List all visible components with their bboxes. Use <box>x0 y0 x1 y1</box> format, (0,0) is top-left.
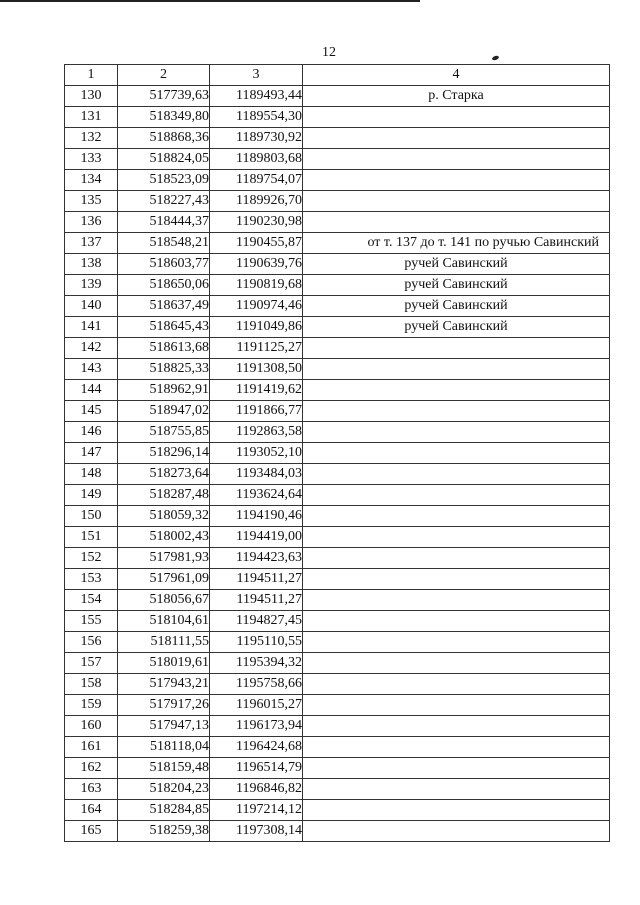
description-cell <box>303 779 610 800</box>
point-number-cell: 158 <box>65 674 118 695</box>
point-number-cell: 134 <box>65 170 118 191</box>
description-cell: ручей Савинский <box>303 296 610 317</box>
description-cell <box>303 170 610 191</box>
description-cell <box>303 128 610 149</box>
description-cell: ручей Савинский <box>303 254 610 275</box>
point-number-cell: 150 <box>65 506 118 527</box>
point-number-cell: 135 <box>65 191 118 212</box>
table-row <box>65 254 610 275</box>
description-cell <box>303 800 610 821</box>
coord-x-cell: 518947,02 <box>118 401 210 422</box>
coord-y-cell: 1189554,30 <box>210 107 303 128</box>
point-number-cell: 143 <box>65 359 118 380</box>
table-row <box>65 296 610 317</box>
table-row <box>65 611 610 632</box>
coord-y-cell: 1189754,07 <box>210 170 303 191</box>
coord-x-cell: 517961,09 <box>118 569 210 590</box>
coord-x-cell: 518227,43 <box>118 191 210 212</box>
description-cell: от т. 137 до т. 141 по ручью Савинский <box>303 233 610 254</box>
table-row <box>65 401 610 422</box>
point-number-cell: 142 <box>65 338 118 359</box>
description-cell <box>303 212 610 233</box>
description-cell <box>303 716 610 737</box>
coord-y-cell: 1197308,14 <box>210 821 303 842</box>
coord-x-cell: 517917,26 <box>118 695 210 716</box>
point-number-cell: 163 <box>65 779 118 800</box>
coord-y-cell: 1194190,46 <box>210 506 303 527</box>
coord-x-cell: 518349,80 <box>118 107 210 128</box>
description-cell: р. Старка <box>303 86 610 107</box>
description-cell <box>303 548 610 569</box>
coord-x-cell: 518755,85 <box>118 422 210 443</box>
description-cell <box>303 422 610 443</box>
coord-x-cell: 517981,93 <box>118 548 210 569</box>
coord-x-cell: 518650,06 <box>118 275 210 296</box>
coord-x-cell: 517739,63 <box>118 86 210 107</box>
table-row <box>65 317 610 338</box>
table-row <box>65 338 610 359</box>
description-cell <box>303 485 610 506</box>
table-row <box>65 233 610 254</box>
point-number-cell: 140 <box>65 296 118 317</box>
coord-x-cell: 518296,14 <box>118 443 210 464</box>
coordinates-table <box>64 64 610 842</box>
coord-x-cell: 518287,48 <box>118 485 210 506</box>
point-number-cell: 147 <box>65 443 118 464</box>
top-rule <box>0 0 420 2</box>
description-cell <box>303 674 610 695</box>
coord-y-cell: 1190819,68 <box>210 275 303 296</box>
coord-y-cell: 1196015,27 <box>210 695 303 716</box>
table-row <box>65 128 610 149</box>
description-cell <box>303 821 610 842</box>
table-row <box>65 86 610 107</box>
coord-x-cell: 518118,04 <box>118 737 210 758</box>
point-number-cell: 149 <box>65 485 118 506</box>
table-row <box>65 590 610 611</box>
coord-x-cell: 518104,61 <box>118 611 210 632</box>
header-col-1: 1 <box>65 65 118 86</box>
point-number-cell: 162 <box>65 758 118 779</box>
point-number-cell: 155 <box>65 611 118 632</box>
table-row <box>65 485 610 506</box>
coord-y-cell: 1196514,79 <box>210 758 303 779</box>
page-number: 12 <box>322 45 336 60</box>
header-col-3: 3 <box>210 65 303 86</box>
description-cell <box>303 527 610 548</box>
table-row <box>65 527 610 548</box>
point-number-cell: 132 <box>65 128 118 149</box>
table-row <box>65 758 610 779</box>
coord-x-cell: 517947,13 <box>118 716 210 737</box>
coord-y-cell: 1194511,27 <box>210 569 303 590</box>
coord-y-cell: 1189493,44 <box>210 86 303 107</box>
coord-y-cell: 1197214,12 <box>210 800 303 821</box>
point-number-cell: 148 <box>65 464 118 485</box>
table-row <box>65 779 610 800</box>
coord-y-cell: 1191419,62 <box>210 380 303 401</box>
point-number-cell: 137 <box>65 233 118 254</box>
description-cell <box>303 401 610 422</box>
table-row <box>65 737 610 758</box>
coord-x-cell: 518002,43 <box>118 527 210 548</box>
coord-y-cell: 1190974,46 <box>210 296 303 317</box>
coord-y-cell: 1189730,92 <box>210 128 303 149</box>
coord-x-cell: 518273,64 <box>118 464 210 485</box>
table-row <box>65 569 610 590</box>
coord-x-cell: 518824,05 <box>118 149 210 170</box>
coord-y-cell: 1193624,64 <box>210 485 303 506</box>
description-cell <box>303 464 610 485</box>
description-cell: ручей Савинский <box>303 275 610 296</box>
coord-y-cell: 1195394,32 <box>210 653 303 674</box>
description-cell <box>303 191 610 212</box>
table-row <box>65 107 610 128</box>
point-number-cell: 146 <box>65 422 118 443</box>
coord-x-cell: 518111,55 <box>118 632 210 653</box>
table-row <box>65 821 610 842</box>
coord-y-cell: 1190639,76 <box>210 254 303 275</box>
description-cell <box>303 506 610 527</box>
point-number-cell: 152 <box>65 548 118 569</box>
point-number-cell: 139 <box>65 275 118 296</box>
header-col-4: 4 <box>303 65 610 86</box>
point-number-cell: 156 <box>65 632 118 653</box>
table-row <box>65 548 610 569</box>
table-row <box>65 653 610 674</box>
description-cell <box>303 632 610 653</box>
point-number-cell: 138 <box>65 254 118 275</box>
point-number-cell: 164 <box>65 800 118 821</box>
point-number-cell: 165 <box>65 821 118 842</box>
coord-x-cell: 517943,21 <box>118 674 210 695</box>
table-row <box>65 800 610 821</box>
coord-x-cell: 518059,32 <box>118 506 210 527</box>
coord-y-cell: 1191308,50 <box>210 359 303 380</box>
coord-y-cell: 1191866,77 <box>210 401 303 422</box>
point-number-cell: 133 <box>65 149 118 170</box>
table-row <box>65 695 610 716</box>
table-row <box>65 212 610 233</box>
description-cell <box>303 590 610 611</box>
coord-y-cell: 1196424,68 <box>210 737 303 758</box>
table-row <box>65 170 610 191</box>
table-row <box>65 275 610 296</box>
coord-y-cell: 1196846,82 <box>210 779 303 800</box>
table-row <box>65 716 610 737</box>
table-row <box>65 506 610 527</box>
point-number-cell: 131 <box>65 107 118 128</box>
point-number-cell: 144 <box>65 380 118 401</box>
table-row <box>65 380 610 401</box>
coord-x-cell: 518019,61 <box>118 653 210 674</box>
coord-x-cell: 518548,21 <box>118 233 210 254</box>
coord-x-cell: 518284,85 <box>118 800 210 821</box>
coord-x-cell: 518868,36 <box>118 128 210 149</box>
coord-x-cell: 518204,23 <box>118 779 210 800</box>
coord-x-cell: 518056,67 <box>118 590 210 611</box>
coord-x-cell: 518962,91 <box>118 380 210 401</box>
coord-x-cell: 518259,38 <box>118 821 210 842</box>
description-cell <box>303 737 610 758</box>
table-row <box>65 632 610 653</box>
coord-y-cell: 1194827,45 <box>210 611 303 632</box>
point-number-cell: 136 <box>65 212 118 233</box>
coord-x-cell: 518637,49 <box>118 296 210 317</box>
table-row <box>65 422 610 443</box>
description-cell <box>303 443 610 464</box>
description-cell <box>303 695 610 716</box>
table-body <box>65 86 610 842</box>
description-cell <box>303 338 610 359</box>
scan-mark <box>492 55 500 61</box>
coord-y-cell: 1195758,66 <box>210 674 303 695</box>
table-row <box>65 464 610 485</box>
point-number-cell: 153 <box>65 569 118 590</box>
coord-x-cell: 518523,09 <box>118 170 210 191</box>
table-row <box>65 443 610 464</box>
coord-y-cell: 1191049,86 <box>210 317 303 338</box>
coord-x-cell: 518613,68 <box>118 338 210 359</box>
description-cell <box>303 611 610 632</box>
description-cell: ручей Савинский <box>303 317 610 338</box>
point-number-cell: 141 <box>65 317 118 338</box>
point-number-cell: 130 <box>65 86 118 107</box>
coord-y-cell: 1191125,27 <box>210 338 303 359</box>
coord-y-cell: 1194423,63 <box>210 548 303 569</box>
table-row <box>65 191 610 212</box>
description-cell <box>303 569 610 590</box>
header-col-2: 2 <box>118 65 210 86</box>
description-cell <box>303 758 610 779</box>
coord-y-cell: 1195110,55 <box>210 632 303 653</box>
coord-y-cell: 1190455,87 <box>210 233 303 254</box>
coord-x-cell: 518645,43 <box>118 317 210 338</box>
coord-y-cell: 1196173,94 <box>210 716 303 737</box>
coord-x-cell: 518159,48 <box>118 758 210 779</box>
coord-y-cell: 1189803,68 <box>210 149 303 170</box>
description-cell <box>303 380 610 401</box>
table-row <box>65 674 610 695</box>
description-cell <box>303 107 610 128</box>
coord-y-cell: 1193484,03 <box>210 464 303 485</box>
description-cell <box>303 359 610 380</box>
point-number-cell: 159 <box>65 695 118 716</box>
point-number-cell: 157 <box>65 653 118 674</box>
point-number-cell: 154 <box>65 590 118 611</box>
coord-y-cell: 1193052,10 <box>210 443 303 464</box>
header-row <box>65 65 610 86</box>
coord-x-cell: 518825,33 <box>118 359 210 380</box>
coord-y-cell: 1194419,00 <box>210 527 303 548</box>
description-cell <box>303 653 610 674</box>
point-number-cell: 151 <box>65 527 118 548</box>
point-number-cell: 160 <box>65 716 118 737</box>
coord-y-cell: 1194511,27 <box>210 590 303 611</box>
table-row <box>65 359 610 380</box>
table-row <box>65 149 610 170</box>
coord-y-cell: 1192863,58 <box>210 422 303 443</box>
description-cell <box>303 149 610 170</box>
point-number-cell: 145 <box>65 401 118 422</box>
coord-y-cell: 1189926,70 <box>210 191 303 212</box>
coord-y-cell: 1190230,98 <box>210 212 303 233</box>
coord-x-cell: 518603,77 <box>118 254 210 275</box>
point-number-cell: 161 <box>65 737 118 758</box>
coord-x-cell: 518444,37 <box>118 212 210 233</box>
